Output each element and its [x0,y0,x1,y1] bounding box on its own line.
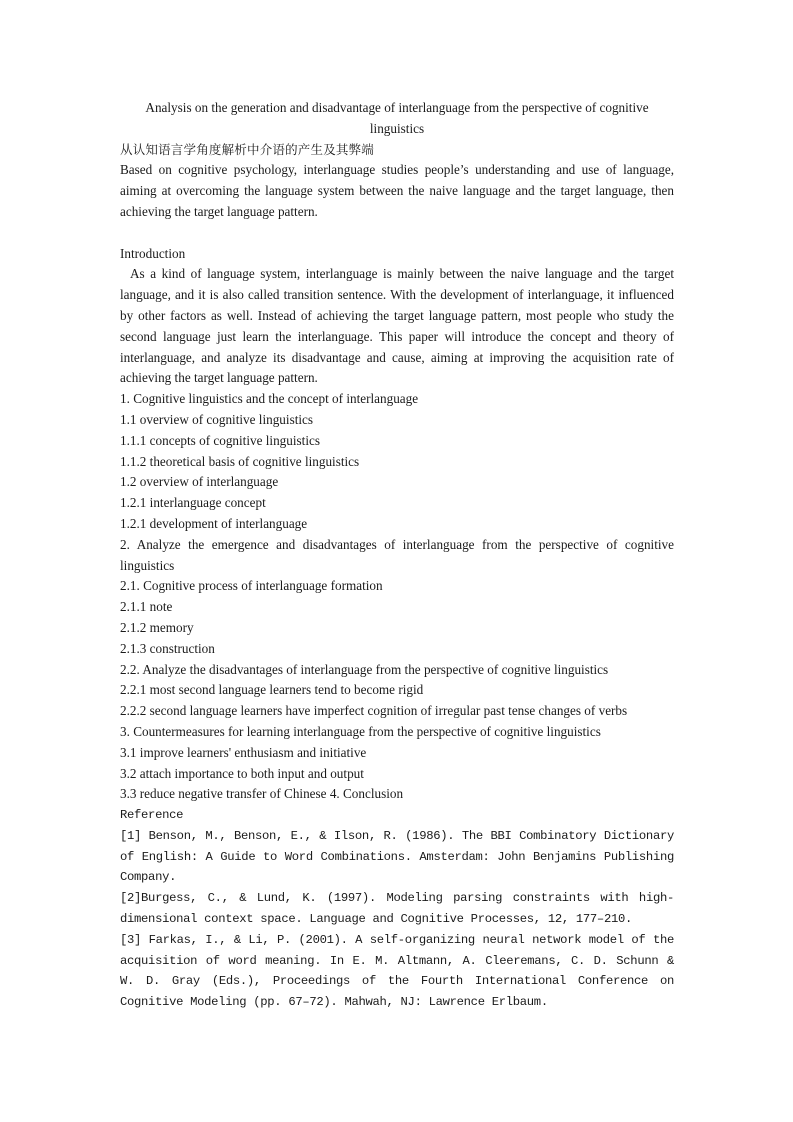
outline-item: 2.2.1 most second language learners tend to become rigid [120,682,424,698]
outline-item: 1.1.2 theoretical basis of cognitive linguistics [120,453,360,469]
abstract-paragraph: Based on cognitive psychology, interlanguage studies people’s understanding and use of language, aiming at overcoming the language system between the naive language and the target language, then achieving the target language pattern. [120,162,674,219]
outline-item: 2.2. Analyze the disadvantages of interlanguage from the perspective of cognitive linguistics [120,661,609,677]
outline-item: 1.2.1 interlanguage concept [120,495,266,511]
outline-item: 2.2.2 second language learners have imperfect cognition of irregular past tense changes of verbs [120,703,628,719]
reference-list [120,826,674,1013]
outline-item: 1.2 overview of interlanguage [120,474,279,490]
reference-item: [2]Burgess, C., & Lund, K. (1997). Modeling parsing constraints with high-dimensional context space. Language and Cognitive Processes, 12, 177–210. [120,891,674,927]
outline-item: 1.1 overview of cognitive linguistics [120,411,314,427]
introduction-heading: Introduction [120,245,186,261]
outline-item: 2.1. Cognitive process of interlanguage formation [120,578,383,594]
outline-item: 2.1.1 note [120,599,173,615]
outline-item: 3.3 reduce negative transfer of Chinese 4. Conclusion [120,786,404,802]
outline-item: 3.2 attach importance to both input and output [120,765,364,781]
chinese-title: 从认知语言学角度解析中介语的产生及其弊端 [120,141,375,157]
outline-item: 2.1.3 construction [120,640,215,656]
outline-item: 2.1.2 memory [120,619,194,635]
outline-item: 1.1.1 concepts of cognitive linguistics [120,432,320,448]
outline-item: 2. Analyze the emergence and disadvantages of interlanguage from the perspective of cognitive linguistics [120,536,674,573]
introduction-paragraph: As a kind of language system, interlanguage is mainly between the naive language and the target language, and it is also called transition sentence. With the development of interlanguage, it influenced by other factors as well. Instead of achieving the target language pattern, most people who study the second language just learn the interlanguage. This paper will introduce the concept and theory of interlanguage, and analyze its disadvantage and cause, aiming at improving the acquisition rate of achieving the target language pattern. [120,266,674,386]
reference-heading: Reference [120,808,184,823]
outline-item: 3.1 improve learners' enthusiasm and initiative [120,744,367,760]
reference-item: [1] Benson, M., Benson, E., & Ilson, R. (1986). The BBI Combinatory Dictionary of English: A Guide to Word Combinations. Amsterdam: John Benjamins Publishing Company. [120,828,674,885]
document-title: Analysis on the generation and disadvantage of interlanguage from the perspective of cognitive linguistics [145,100,649,136]
outline-item: 3. Countermeasures for learning interlanguage from the perspective of cognitive linguistics [120,723,601,739]
outline-list [120,389,674,805]
reference-item: [3] Farkas, I., & Li, P. (2001). A self-organizing neural network model of the acquisition of word meaning. In E. M. Altmann, A. Cleeremans, C. D. Schunn & W. D. Gray (Eds.), Proceedings of the Fourth International Conference on Cognitive Modeling (pp. 67–72). Mahwah, NJ: Lawrence Erlbaum. [120,932,674,1010]
blank-line [120,223,674,244]
outline-item: 1. Cognitive linguistics and the concept of interlanguage [120,391,419,407]
document-page [120,98,674,1013]
outline-item: 1.2.1 development of interlanguage [120,515,308,531]
